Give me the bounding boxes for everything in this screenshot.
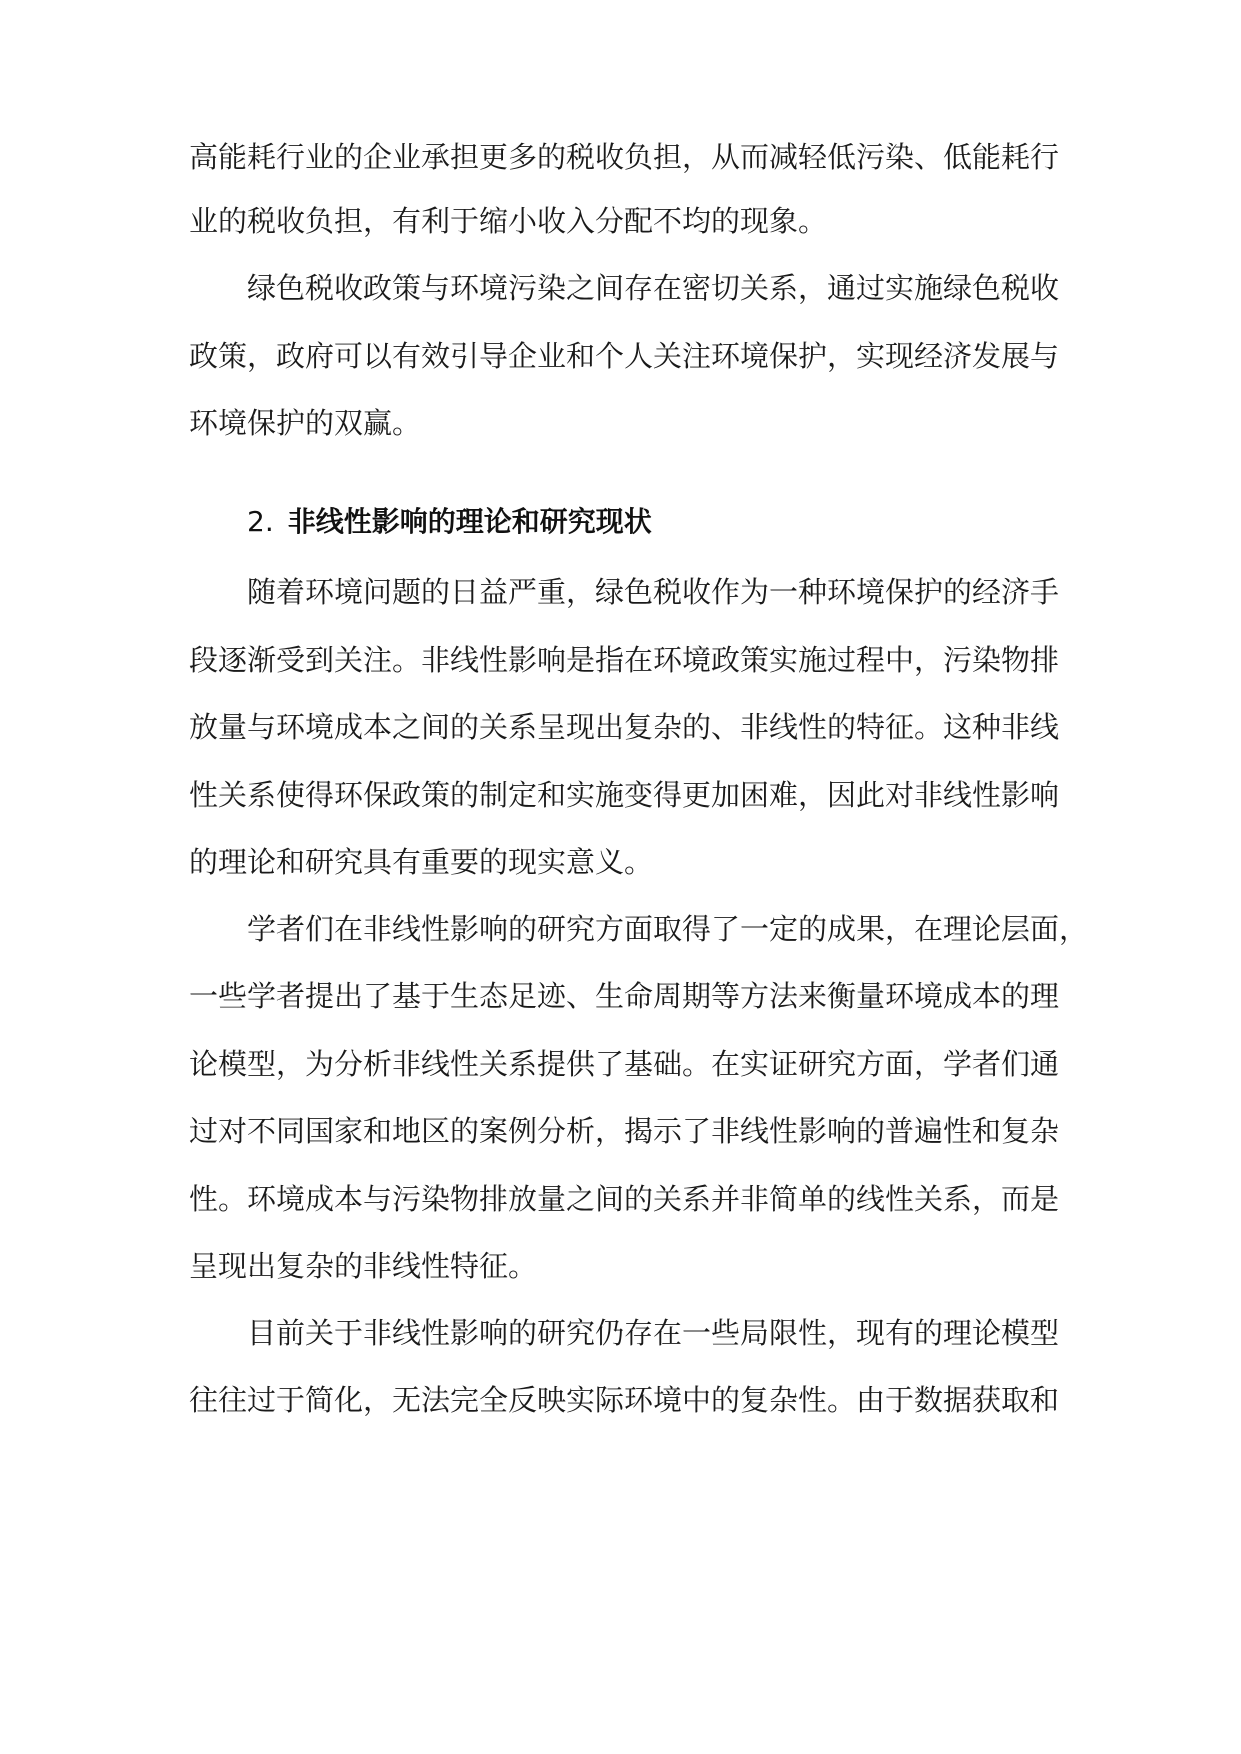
paragraph-line: 环境保护的双赢。 bbox=[189, 406, 422, 440]
paragraph-line: 业的税收负担，有利于缩小收入分配不均的现象。 bbox=[189, 204, 828, 238]
paragraph-line: 过对不同国家和地区的案例分析，揭示了非线性影响的普遍性和复杂 bbox=[189, 1114, 1060, 1148]
section-number: 2. bbox=[247, 505, 274, 538]
section-heading bbox=[247, 502, 652, 542]
paragraph-line: 绿色税收政策与环境污染之间存在密切关系，通过实施绿色税收 bbox=[247, 271, 1060, 305]
paragraph-line: 放量与环境成本之间的关系呈现出复杂的、非线性的特征。这种非线 bbox=[189, 710, 1060, 744]
paragraph-line: 论模型，为分析非线性关系提供了基础。在实证研究方面，学者们通 bbox=[189, 1047, 1060, 1081]
paragraph-line: 性。环境成本与污染物排放量之间的关系并非简单的线性关系，而是 bbox=[189, 1182, 1060, 1216]
paragraph-line: 呈现出复杂的非线性特征。 bbox=[189, 1249, 538, 1283]
paragraph-line: 段逐渐受到关注。非线性影响是指在环境政策实施过程中，污染物排 bbox=[189, 643, 1060, 677]
paragraph-line: 随着环境问题的日益严重，绿色税收作为一种环境保护的经济手 bbox=[247, 575, 1060, 609]
paragraph-line: 学者们在非线性影响的研究方面取得了一定的成果，在理论层面， bbox=[247, 912, 1089, 946]
paragraph-line: 高能耗行业的企业承担更多的税收负担，从而减轻低污染、低能耗行 bbox=[189, 140, 1060, 174]
paragraph-line: 的理论和研究具有重要的现实意义。 bbox=[189, 845, 654, 879]
paragraph-line: 一些学者提出了基于生态足迹、生命周期等方法来衡量环境成本的理 bbox=[189, 979, 1060, 1013]
paragraph-line: 性关系使得环保政策的制定和实施变得更加困难，因此对非线性影响 bbox=[189, 778, 1060, 812]
section-title: 非线性影响的理论和研究现状 bbox=[287, 505, 652, 538]
paragraph-line: 政策，政府可以有效引导企业和个人关注环境保护，实现经济发展与 bbox=[189, 339, 1060, 373]
paragraph-line: 目前关于非线性影响的研究仍存在一些局限性，现有的理论模型 bbox=[247, 1316, 1060, 1350]
paragraph-line: 往往过于简化，无法完全反映实际环境中的复杂性。由于数据获取和 bbox=[189, 1383, 1060, 1417]
